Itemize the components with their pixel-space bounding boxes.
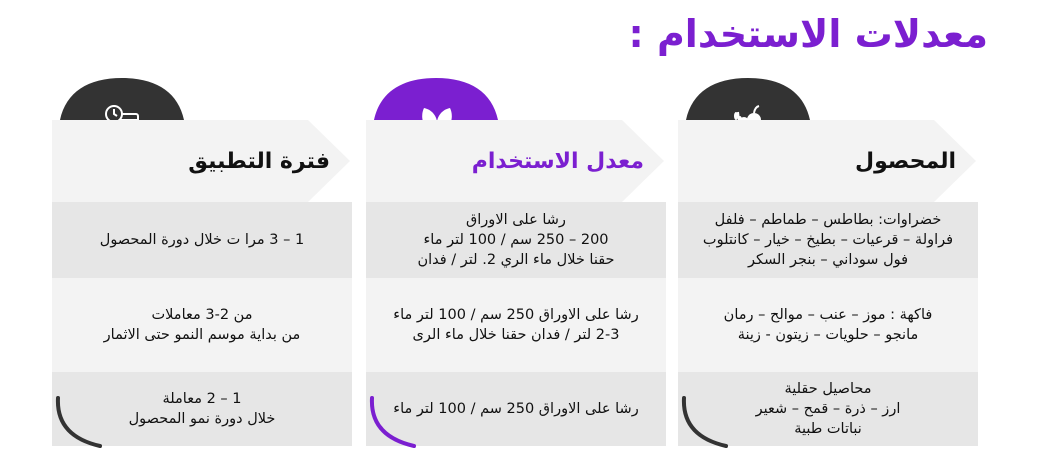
rate-row-vegetables [366, 202, 666, 278]
crop-row-vegetables [678, 202, 978, 278]
rate-row-text: 2-3 لتر / فدان حقنا خلال ماء الرى [412, 327, 620, 343]
rate-header-label: معدل الاستخدام [471, 148, 644, 174]
corner-swoosh-decoration [678, 396, 738, 450]
crop-row-text: مانجو – حلويات – زيتون - زينة [737, 327, 919, 343]
crop-row-text: فاكهة : موز – عنب – موالح – رمان [723, 307, 933, 323]
rate-row-text: رشا على الاوراق [466, 212, 566, 228]
crop-row-text: فراولة – قرعيات – بطيخ – خيار – كانتلوب [702, 232, 954, 248]
corner-swoosh-decoration [52, 396, 112, 450]
crop-row-text: ارز – ذرة – قمح – شعير [755, 401, 901, 417]
crop-row-fruits [678, 278, 978, 372]
rate-row-text: رشا على الاوراق 250 سم / 100 لتر ماء [393, 307, 639, 323]
rate-row-text: حقنا خلال ماء الري 2. لتر / فدان [417, 252, 615, 268]
page-title: معدلات الاستخدام : [628, 12, 988, 56]
rate-row-text: رشا على الاوراق 250 سم / 100 لتر ماء [393, 401, 639, 417]
period-row-fruits [52, 278, 352, 372]
rate-header [366, 120, 666, 202]
crop-row-text: خضراوات: بطاطس – طماطم – فلفل [714, 212, 942, 228]
period-row-text: خلال دورة نمو المحصول [128, 411, 276, 427]
period-header [52, 120, 352, 202]
crop-column [678, 78, 978, 450]
period-row-text: 1 – 3 مرا ت خلال دورة المحصول [99, 232, 305, 248]
period-column [52, 78, 352, 450]
crop-header-label: المحصول [855, 148, 956, 174]
period-row-text: من 2-3 معاملات [151, 307, 253, 323]
crop-header [678, 120, 978, 202]
period-row-text: من بداية موسم النمو حتى الاثمار [103, 327, 301, 343]
rate-column [366, 78, 666, 450]
crop-row-text: فول سوداني – بنجر السكر [747, 252, 909, 268]
crop-row-text: محاصيل حقلية [784, 381, 872, 397]
period-header-label: فترة التطبيق [188, 148, 330, 174]
rate-row-text: 200 – 250 سم / 100 لتر ماء [423, 232, 609, 248]
corner-swoosh-decoration [366, 396, 426, 450]
period-row-text: 1 – 2 معاملة [162, 391, 242, 407]
rate-row-fruits [366, 278, 666, 372]
crop-row-text: نباتات طبية [794, 421, 862, 437]
period-row-vegetables [52, 202, 352, 278]
